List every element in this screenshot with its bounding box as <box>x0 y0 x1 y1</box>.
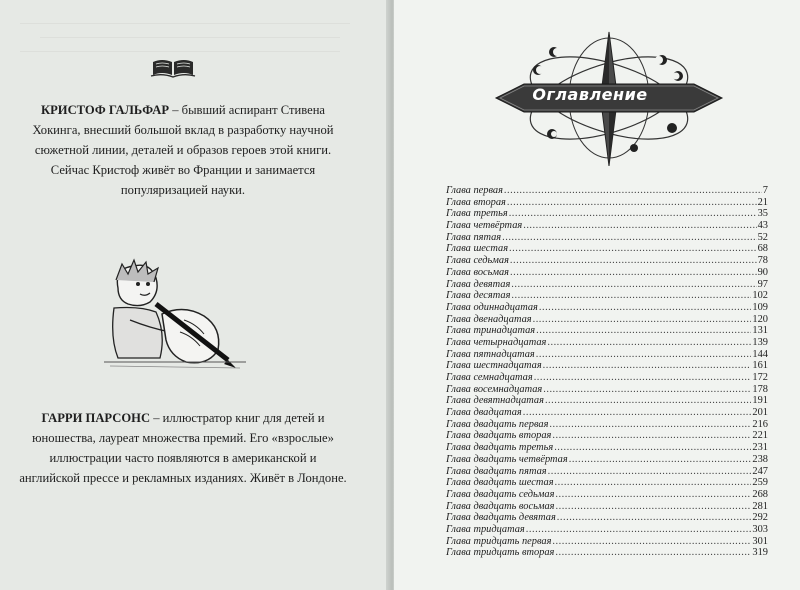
toc-leader-dots <box>555 547 751 559</box>
author-name: КРИСТОФ ГАЛЬФАР <box>40 103 170 117</box>
toc-page-number: 52 <box>757 231 768 243</box>
toc-entry <box>446 477 768 489</box>
illustrator-bio-parsons <box>18 408 348 488</box>
toc-leader-dots <box>555 477 752 489</box>
toc-entry <box>446 197 768 209</box>
toc-chapter-label: Глава восемнадцатая <box>446 383 543 395</box>
toc-entry <box>446 349 768 361</box>
toc-entry <box>446 208 768 220</box>
toc-leader-dots <box>555 489 751 501</box>
toc-chapter-label: Глава восьмая <box>446 266 510 278</box>
toc-entry <box>446 267 768 279</box>
toc-page-number: 201 <box>752 407 768 419</box>
toc-chapter-label: Глава пятая <box>446 231 502 243</box>
toc-chapter-label: Глава десятая <box>446 290 511 302</box>
toc-chapter-label: Глава девятнадцатая <box>446 395 544 407</box>
toc-leader-dots <box>536 349 752 361</box>
toc-page-number: 191 <box>752 395 768 407</box>
toc-leader-dots <box>569 454 752 466</box>
toc-chapter-label: Глава шестая <box>446 243 509 255</box>
boy-drawing-illustration <box>100 258 250 376</box>
toc-chapter-label: Глава двадцатая <box>446 407 522 419</box>
toc-page-number: 78 <box>757 255 768 267</box>
toc-page-number: 109 <box>752 301 768 313</box>
toc-page-number: 292 <box>752 512 768 524</box>
toc-entry <box>446 524 768 536</box>
toc-leader-dots <box>549 419 751 431</box>
toc-leader-dots <box>539 302 752 314</box>
toc-chapter-label: Глава двенадцатая <box>446 313 532 325</box>
toc-page-number: 216 <box>752 418 768 430</box>
toc-page-number: 303 <box>752 523 768 535</box>
toc-entry <box>446 501 768 513</box>
toc-leader-dots <box>547 337 751 349</box>
toc-page-number: 139 <box>752 336 768 348</box>
toc-entry <box>446 454 768 466</box>
toc-entry <box>446 466 768 478</box>
illustrator-bio-text: – иллюстратор книг для детей и юношества, лауреат множества премий. Его «взрослые» иллюстрации часто появляются в американской и английской прессе и рекламных изданиях. Живёт в Лондоне. <box>19 411 347 485</box>
toc-chapter-label: Глава четвёртая <box>446 220 523 232</box>
toc-page-number: 268 <box>752 488 768 500</box>
toc-leader-dots <box>543 360 752 372</box>
toc-page-number: 97 <box>757 278 768 290</box>
toc-page-number: 43 <box>757 220 768 232</box>
toc-leader-dots <box>502 232 756 244</box>
toc-leader-dots <box>504 185 762 197</box>
toc-entry <box>446 547 768 559</box>
toc-leader-dots <box>554 442 751 454</box>
toc-entry <box>446 232 768 244</box>
left-page <box>0 0 392 590</box>
toc-page-number: 301 <box>752 535 768 547</box>
toc-page-number: 259 <box>752 477 768 489</box>
toc-leader-dots <box>557 512 752 524</box>
toc-leader-dots <box>510 267 757 279</box>
toc-leader-dots <box>556 501 752 513</box>
toc-page-number: 221 <box>752 430 768 442</box>
toc-chapter-label: Глава двадцать шестая <box>446 477 554 489</box>
toc-page-number: 178 <box>752 383 768 395</box>
illustrator-name: ГАРРИ ПАРСОНС <box>41 411 151 425</box>
toc-entry <box>446 536 768 548</box>
toc-entry <box>446 384 768 396</box>
toc-entry <box>446 255 768 267</box>
toc-chapter-label: Глава тридцать первая <box>446 535 552 547</box>
toc-chapter-label: Глава шестнадцатая <box>446 360 542 372</box>
toc-chapter-label: Глава первая <box>446 185 503 196</box>
toc-entry <box>446 290 768 302</box>
toc-leader-dots <box>511 290 751 302</box>
toc-leader-dots <box>507 197 757 209</box>
toc-page-number: 238 <box>752 453 768 465</box>
author-bio-text: – бывший аспирант Стивена Хокинга, внесший большой вклад в разработку научной сюжетной линии, деталей и образов героев этой книги. Сейчас Кристоф живёт во Франции и занимается популяризацией науки. <box>32 103 334 197</box>
toc-page-number: 68 <box>757 243 768 255</box>
toc-leader-dots <box>523 220 756 232</box>
toc-chapter-label: Глава семнадцатая <box>446 372 533 383</box>
toc-entry <box>446 372 768 384</box>
toc-page-number: 131 <box>752 325 768 337</box>
toc-leader-dots <box>548 466 752 478</box>
toc-page-number: 35 <box>757 208 768 220</box>
toc-leader-dots <box>545 395 751 407</box>
toc-page-number: 102 <box>752 290 768 302</box>
toc-chapter-label: Глава тринадцатая <box>446 325 536 337</box>
toc-leader-dots <box>509 243 757 255</box>
toc-entry <box>446 243 768 255</box>
toc-entry <box>446 279 768 291</box>
toc-page-number: 120 <box>752 313 768 325</box>
toc-page-number: 7 <box>762 185 768 196</box>
toc-entry <box>446 220 768 232</box>
toc-entry <box>446 314 768 326</box>
toc-page-number: 231 <box>752 442 768 454</box>
toc-entry <box>446 360 768 372</box>
toc-chapter-label: Глава двадцать пятая <box>446 465 547 477</box>
toc-leader-dots <box>543 384 751 396</box>
toc-entry <box>446 302 768 314</box>
toc-entry <box>446 512 768 524</box>
toc-chapter-label: Глава тридцатая <box>446 523 525 535</box>
toc-entry <box>446 325 768 337</box>
toc-chapter-label: Глава двадцать седьмая <box>446 488 555 500</box>
toc-leader-dots <box>552 430 751 442</box>
toc-entry <box>446 430 768 442</box>
author-bio-galfard <box>18 100 348 200</box>
toc-page-number: 90 <box>757 266 768 278</box>
toc-leader-dots <box>536 325 751 337</box>
toc-page-number: 281 <box>752 500 768 512</box>
toc-chapter-label: Глава третья <box>446 208 508 220</box>
show-through-texture <box>20 10 380 52</box>
toc-entry <box>446 407 768 419</box>
toc-chapter-label: Глава двадцать четвёртая <box>446 453 568 465</box>
toc-entry <box>446 489 768 501</box>
toc-chapter-label: Глава тридцать вторая <box>446 547 555 559</box>
toc-chapter-label: Глава двадцать третья <box>446 442 554 454</box>
toc-entry <box>446 337 768 349</box>
toc-entry <box>446 185 768 197</box>
toc-chapter-label: Глава одиннадцатая <box>446 301 538 313</box>
toc-leader-dots <box>534 372 752 384</box>
toc-entry <box>446 419 768 431</box>
toc-page-number: 144 <box>752 348 768 360</box>
toc-leader-dots <box>510 255 757 267</box>
toc-page-number: 21 <box>757 196 768 208</box>
toc-page-number: 319 <box>752 547 768 559</box>
toc-chapter-label: Глава пятнадцатая <box>446 348 535 360</box>
open-book-icon <box>150 56 196 78</box>
toc-chapter-label: Глава двадцать первая <box>446 418 549 430</box>
toc-chapter-label: Глава двадцать вторая <box>446 430 552 442</box>
toc-chapter-label: Глава двадцать девятая <box>446 512 556 524</box>
toc-page-number: 161 <box>752 360 768 372</box>
toc-leader-dots <box>509 208 757 220</box>
toc-entry <box>446 395 768 407</box>
toc-page-number: 247 <box>752 465 768 477</box>
toc-chapter-label: Глава вторая <box>446 196 506 208</box>
toc-leader-dots <box>523 407 752 419</box>
toc-page-number: 172 <box>752 372 768 383</box>
toc-leader-dots <box>526 524 752 536</box>
toc-title: Оглавление <box>532 85 648 104</box>
toc-leader-dots <box>533 314 752 326</box>
toc-leader-dots <box>511 279 756 291</box>
table-of-contents <box>446 185 768 559</box>
toc-chapter-label: Глава седьмая <box>446 255 509 267</box>
toc-entry <box>446 442 768 454</box>
toc-chapter-label: Глава четырнадцатая <box>446 336 547 348</box>
toc-chapter-label: Глава девятая <box>446 278 511 290</box>
toc-leader-dots <box>552 536 751 548</box>
toc-chapter-label: Глава двадцать восьмая <box>446 500 555 512</box>
